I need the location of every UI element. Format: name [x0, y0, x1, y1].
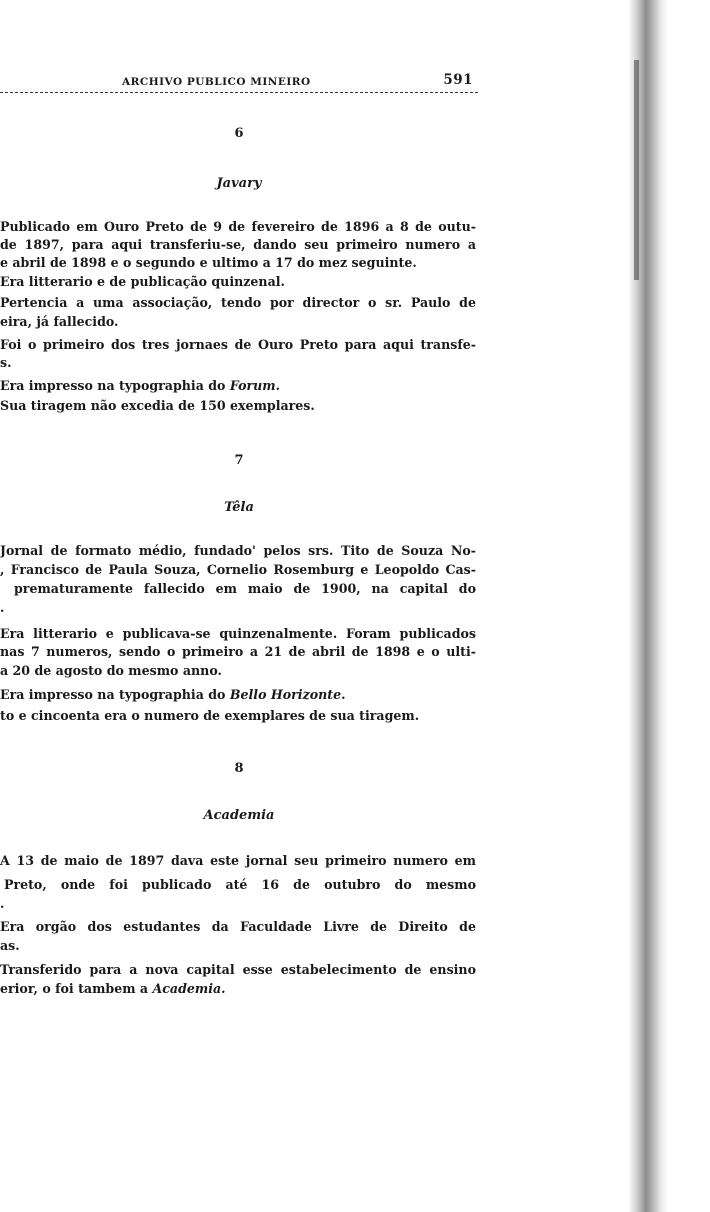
paragraph-line: [0, 377, 476, 395]
running-header: [0, 70, 478, 92]
section-number: 8: [234, 761, 244, 776]
paragraph-line: prematuramente fallecido em maio de 1900, na capital do: [14, 581, 476, 596]
section-number: 7: [234, 453, 244, 468]
paragraph-line: to e cincoenta era o numero de exemplares de sua tiragem.: [0, 708, 420, 723]
paragraph-line: Jornal de formato médio, fundado' pelos srs. Tito de Souza No-: [0, 543, 476, 558]
header-rule: [0, 92, 478, 94]
paragraph-line: de 1897, para aqui transferiu-se, dando seu primeiro numero a: [0, 237, 476, 252]
paragraph-line: .: [0, 896, 5, 911]
paragraph-line: nas 7 numeros, sendo o primeiro a 21 de abril de 1898 e o ulti-: [0, 644, 476, 659]
line-text: Era impresso na typographia do: [0, 378, 226, 393]
paragraph-line: Era litterario e de publicação quinzenal.: [0, 274, 285, 289]
paragraph-line: e abril de 1898 e o segundo e ultimo a 17 do mez seguinte.: [0, 255, 417, 270]
newspaper-name: Academia.: [152, 981, 226, 996]
paragraph-line: A 13 de maio de 1897 dava este jornal seu primeiro numero em: [0, 853, 476, 868]
section-title: Academia: [203, 808, 275, 823]
line-text: Era impresso na typographia do: [0, 687, 226, 702]
newspaper-name: Bello Horizonte.: [229, 687, 346, 702]
newspaper-name: Forum.: [229, 378, 280, 393]
paragraph-line: [0, 980, 476, 998]
page-edge-mark: [634, 60, 639, 280]
running-title: ARCHIVO PUBLICO MINEIRO: [122, 76, 311, 88]
section-number: 6: [234, 126, 244, 141]
paragraph-line: [0, 686, 476, 704]
paragraph-line: .: [0, 600, 5, 615]
line-text: erior, o foi tambem a: [0, 981, 149, 996]
paragraph-line: Publicado em Ouro Preto de 9 de fevereiro de 1896 a 8 de outu-: [0, 219, 476, 234]
paragraph-line: Era litterario e publicava-se quinzenalmente. Foram publicados: [0, 626, 476, 641]
paragraph-line: Era orgão dos estudantes da Faculdade Livre de Direito de: [0, 919, 476, 934]
paragraph-line: eira, já fallecido.: [0, 314, 119, 329]
paragraph-line: as.: [0, 938, 20, 953]
paragraph-line: Sua tiragem não excedia de 150 exemplares.: [0, 398, 315, 413]
paragraph-line: Preto, onde foi publicado até 16 de outubro do mesmo: [4, 877, 476, 892]
section-title: Javary: [216, 176, 262, 191]
paragraph-line: Transferido para a nova capital esse estabelecimento de ensino: [0, 962, 476, 977]
section-title: Têla: [224, 500, 254, 515]
paragraph-line: , Francisco de Paula Souza, Cornelio Rosemburg e Leopoldo Cas-: [0, 562, 476, 577]
paragraph-line: Pertencia a uma associação, tendo por director o sr. Paulo de: [0, 295, 476, 310]
page-number: 591: [443, 72, 473, 88]
paragraph-line: a 20 de agosto do mesmo anno.: [0, 663, 222, 678]
paragraph-line: Foi o primeiro dos tres jornaes de Ouro Preto para aqui transfe-: [0, 337, 476, 352]
paragraph-line: s.: [0, 355, 12, 370]
